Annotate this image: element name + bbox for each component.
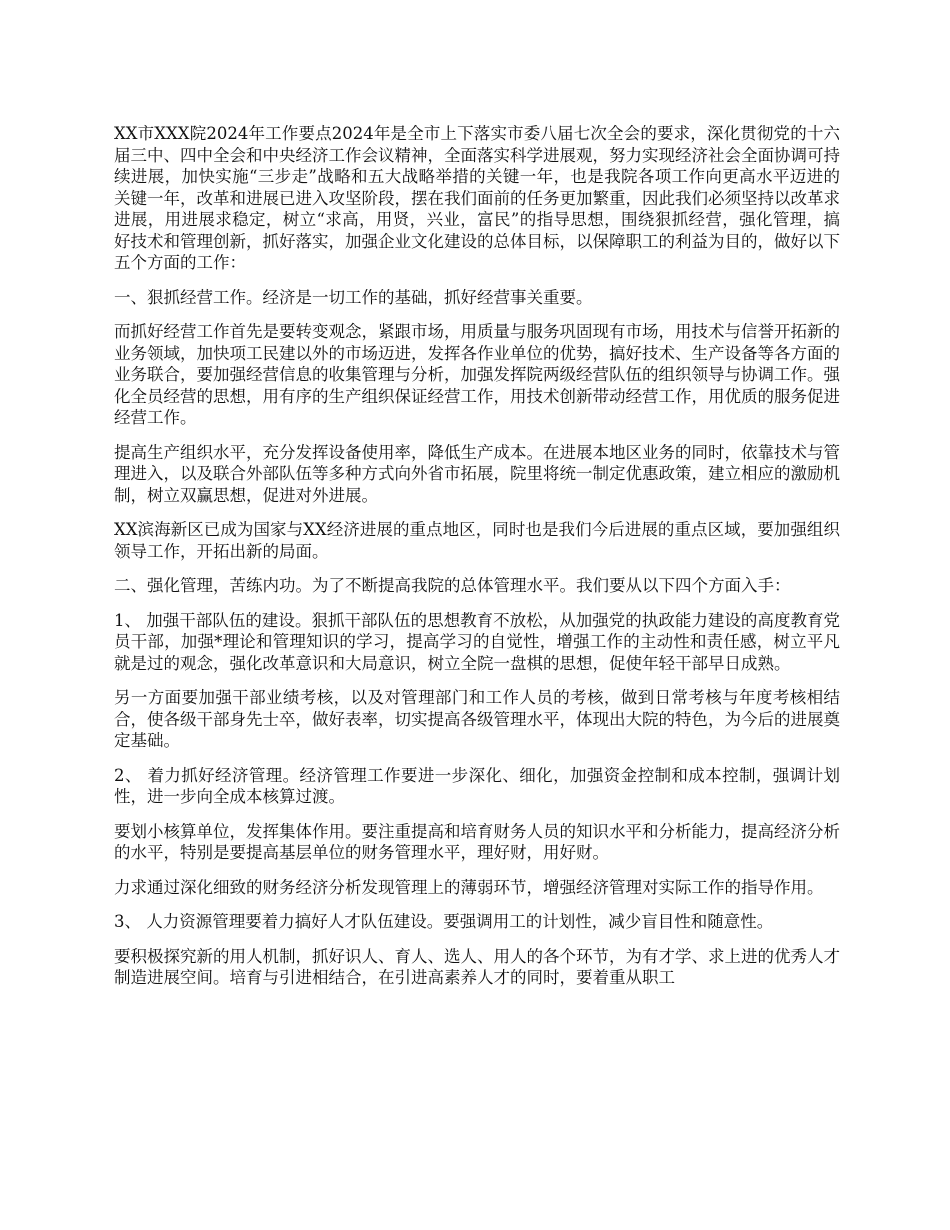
cadre-construction-paragraph: 1、 加强干部队伍的建设。狠抓干部队伍的思想教育不放松，从加强党的执政能力建设的高度教育党员干部，加强*理论和管理知识的学习，提高学习的自觉性，增强工作的主动性和责任感，树立平凡就是过的观念，强化改革意识和大局意识，树立全院一盘棋的思想，促使年轻干部早日成熟。 bbox=[114, 610, 840, 673]
section-one-heading-paragraph: 一、狠抓经营工作。经济是一切工作的基础，抓好经营事关重要。 bbox=[114, 287, 593, 307]
intro-paragraph: XX市XXX院2024年工作要点2024年是全市上下落实市委八届七次全会的要求，深化贯彻党的十六届三中、四中全会和中央经济工作会议精神，全面落实科学进展观，努力实现经济社会全面协调可持续进展，加快实施“三步走”战略和五大战略举措的关键一年，也是我院各项工作向更高水平迈进的关键一年，改革和进展已进入攻坚阶段，摆在我们面前的任务更加繁重，因此我们必须坚持以改革求进展，用进展求稳定，树立“求高，用贤，兴业，富民”的指导思想，围绕狠抓经营，强化管理，搞好技术和管理创新，抓好落实，加强企业文化建设的总体目标，以保障职工的利益为目的，做好以下五个方面的工作： bbox=[114, 124, 840, 272]
financial-analysis-paragraph: 力求通过深化细致的财务经济分析发现管理上的薄弱环节，增强经济管理对实际工作的指导作用。 bbox=[114, 877, 824, 897]
production-organization-paragraph: 提高生产组织水平，充分发挥设备使用率，降低生产成本。在进展本地区业务的同时，依靠技术与管理进入，以及联合外部队伍等多种方式向外省市拓展，院里将统一制定优惠政策，建立相应的激励机制，树立双赢思想，促进对外进展。 bbox=[114, 442, 840, 505]
business-transform-paragraph: 而抓好经营工作首先是要转变观念，紧跟市场，用质量与服务巩固现有市场，用技术与信誉开拓新的业务领域，加快项工民建以外的市场迈进，发挥各作业单位的优势，搞好技术、生产设备等各方面的业务联合，要加强经营信息的收集管理与分析，加强发挥院两级经营队伍的组织领导与协调工作。强化全员经营的思想，用有序的生产组织保证经营工作，用技术创新带动经营工作，用优质的服务促进经营工作。 bbox=[114, 322, 840, 427]
document-body bbox=[114, 123, 840, 1002]
new-district-paragraph: XX滨海新区已成为国家与XX经济进展的重点地区，同时也是我们今后进展的重点区域，要加强组织领导工作，开拓出新的局面。 bbox=[114, 520, 840, 561]
cadre-assessment-paragraph: 另一方面要加强干部业绩考核，以及对管理部门和工作人员的考核，做到日常考核与年度考核相结合，使各级干部身先士卒，做好表率，切实提高各级管理水平，体现出大院的特色，为今后的进展奠定基础。 bbox=[114, 688, 840, 750]
accounting-unit-paragraph: 要划小核算单位，发挥集体作用。要注重提高和培育财务人员的知识水平和分析能力，提高经济分析的水平，特别是要提高基层单位的财务管理水平，理好财，用好财。 bbox=[114, 821, 840, 862]
economic-management-paragraph: 2、 着力抓好经济管理。经济管理工作要进一步深化、细化，加强资金控制和成本控制，强调计划性，进一步向全成本核算过渡。 bbox=[114, 765, 840, 806]
section-two-heading-paragraph: 二、强化管理，苦练内功。为了不断提高我院的总体管理水平。我们要从以下四个方面入手： bbox=[114, 576, 791, 595]
talent-mechanism-paragraph: 要积极探究新的用人机制，抓好识人、育人、选人、用人的各个环节，为有才学、求上进的优秀人才制造进展空间。培育与引进相结合，在引进高素养人才的同时，要着重从职工 bbox=[114, 946, 840, 987]
human-resources-paragraph: 3、 人力资源管理要着力搞好人才队伍建设。要强调用工的计划性，减少盲目性和随意性。 bbox=[114, 912, 774, 931]
